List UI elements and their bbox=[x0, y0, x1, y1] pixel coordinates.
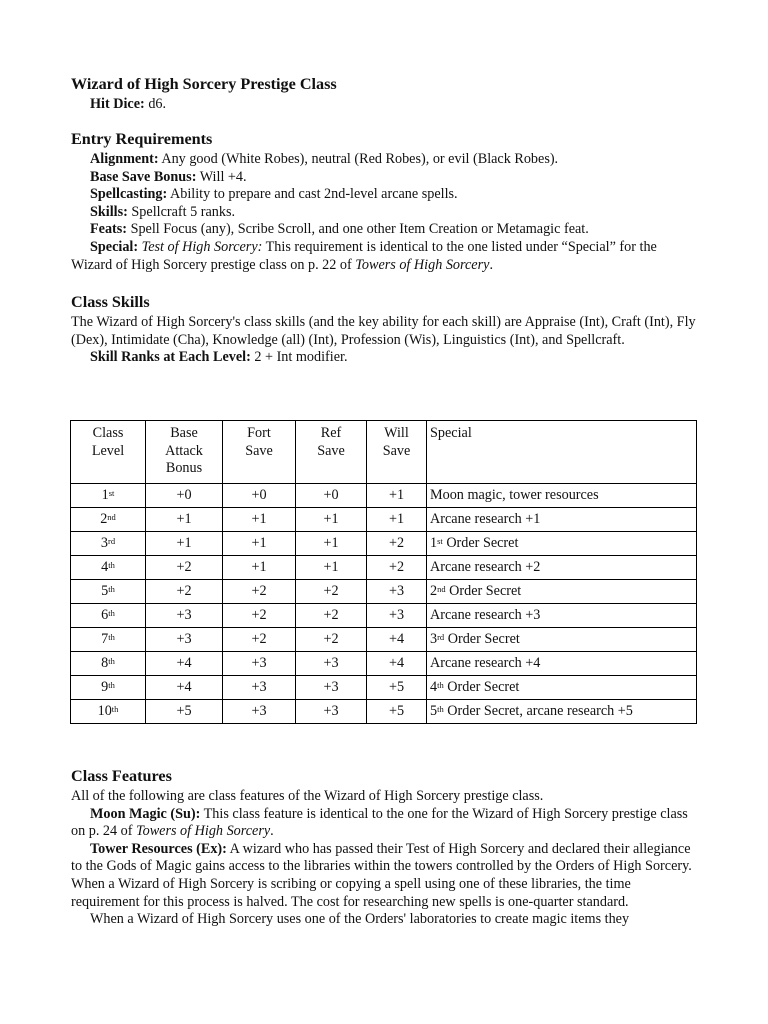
special-cell: 3rd Order Secret bbox=[427, 628, 697, 652]
special-cell: 1st Order Secret bbox=[427, 532, 697, 556]
header-ref-save: Ref Save bbox=[296, 421, 367, 484]
alignment-line bbox=[71, 151, 697, 169]
special-cell: Arcane research +2 bbox=[427, 556, 697, 580]
table-row bbox=[71, 700, 697, 724]
header-fort-save: Fort Save bbox=[223, 421, 296, 484]
bab-cell: +4 bbox=[146, 652, 223, 676]
feats-label: Feats: bbox=[90, 221, 128, 238]
special-label: Special: bbox=[90, 238, 139, 255]
level-cell: 10th bbox=[71, 700, 146, 724]
moon-magic-paragraph bbox=[71, 806, 697, 841]
moon-magic-label: Moon Magic (Su): bbox=[90, 805, 201, 822]
header-class-level: Class Level bbox=[71, 421, 146, 484]
special-cell: Arcane research +3 bbox=[427, 604, 697, 628]
fort-cell: +3 bbox=[223, 700, 296, 724]
hit-dice-line bbox=[71, 96, 697, 114]
fort-cell: +1 bbox=[223, 508, 296, 532]
fort-cell: +3 bbox=[223, 676, 296, 700]
ref-cell: +2 bbox=[296, 604, 367, 628]
tower-resources-paragraph bbox=[71, 841, 697, 911]
will-cell: +1 bbox=[367, 508, 427, 532]
skill-ranks-line bbox=[71, 349, 697, 367]
special-cell: Moon magic, tower resources bbox=[427, 484, 697, 508]
level-cell: 5th bbox=[71, 580, 146, 604]
special-cell: Arcane research +4 bbox=[427, 652, 697, 676]
ref-cell: +0 bbox=[296, 484, 367, 508]
bab-cell: +1 bbox=[146, 508, 223, 532]
class-skills-section bbox=[71, 293, 697, 367]
hit-dice-value: d6. bbox=[148, 96, 167, 112]
entry-requirements-heading: Entry Requirements bbox=[71, 130, 213, 148]
special-line bbox=[71, 239, 697, 274]
level-cell: 7th bbox=[71, 628, 146, 652]
class-skills-text: The Wizard of High Sorcery's class skills (and the key ability for each skill) are Appraise (Int), Craft (Int), Fly (Dex), Intimidate (Cha), Knowledge (all) (Int), Profession (Wis), Linguistics (Int), and Spellcraft. bbox=[71, 314, 696, 348]
table-row bbox=[71, 508, 697, 532]
moon-magic-end: . bbox=[270, 823, 274, 840]
skills-value: Spellcraft 5 ranks. bbox=[131, 203, 236, 220]
entry-requirements-section bbox=[71, 130, 697, 274]
moon-magic-book: Towers of High Sorcery bbox=[136, 823, 271, 840]
level-cell: 6th bbox=[71, 604, 146, 628]
table-row bbox=[71, 580, 697, 604]
base-save-value: Will +4. bbox=[199, 168, 247, 185]
bab-cell: +0 bbox=[146, 484, 223, 508]
table-row bbox=[71, 604, 697, 628]
alignment-value: Any good (White Robes), neutral (Red Robes), or evil (Black Robes). bbox=[161, 151, 559, 167]
will-cell: +2 bbox=[367, 556, 427, 580]
bab-cell: +2 bbox=[146, 580, 223, 604]
level-cell: 3rd bbox=[71, 532, 146, 556]
level-table bbox=[70, 420, 697, 724]
fort-cell: +0 bbox=[223, 484, 296, 508]
special-cell: 2nd Order Secret bbox=[427, 580, 697, 604]
skill-ranks-value: 2 + Int modifier. bbox=[254, 349, 348, 366]
special-end: . bbox=[489, 256, 493, 273]
ref-cell: +2 bbox=[296, 628, 367, 652]
spellcasting-label: Spellcasting: bbox=[90, 186, 168, 203]
fort-cell: +2 bbox=[223, 580, 296, 604]
tower-resources-label: Tower Resources (Ex): bbox=[90, 840, 227, 857]
will-cell: +4 bbox=[367, 628, 427, 652]
table-row bbox=[71, 628, 697, 652]
feats-line bbox=[71, 221, 697, 239]
ref-cell: +1 bbox=[296, 532, 367, 556]
skill-ranks-label: Skill Ranks at Each Level: bbox=[90, 349, 251, 366]
header-base-attack: Base Attack Bonus bbox=[146, 421, 223, 484]
fort-cell: +1 bbox=[223, 556, 296, 580]
table-row bbox=[71, 556, 697, 580]
bab-cell: +5 bbox=[146, 700, 223, 724]
ref-cell: +2 bbox=[296, 580, 367, 604]
ref-cell: +3 bbox=[296, 700, 367, 724]
will-cell: +4 bbox=[367, 652, 427, 676]
bab-cell: +2 bbox=[146, 556, 223, 580]
ref-cell: +1 bbox=[296, 556, 367, 580]
will-cell: +3 bbox=[367, 580, 427, 604]
fort-cell: +2 bbox=[223, 604, 296, 628]
table-row bbox=[71, 484, 697, 508]
ref-cell: +3 bbox=[296, 652, 367, 676]
skills-line bbox=[71, 204, 697, 222]
class-features-heading: Class Features bbox=[71, 767, 172, 785]
skills-label: Skills: bbox=[90, 203, 128, 220]
fort-cell: +1 bbox=[223, 532, 296, 556]
level-cell: 8th bbox=[71, 652, 146, 676]
feats-value: Spell Focus (any), Scribe Scroll, and one other Item Creation or Metamagic feat. bbox=[130, 221, 589, 238]
special-cell: Arcane research +1 bbox=[427, 508, 697, 532]
special-cell: 4th Order Secret bbox=[427, 676, 697, 700]
laboratory-paragraph: When a Wizard of High Sorcery uses one of the Orders' laboratories to create magic items they bbox=[90, 911, 630, 928]
moon-magic-text: This class feature is identical to the one for the Wizard of High Sorcery prestige class on p. 24 of bbox=[71, 805, 688, 840]
hit-dice-label: Hit Dice: bbox=[90, 96, 145, 112]
table-row bbox=[71, 652, 697, 676]
ref-cell: +3 bbox=[296, 676, 367, 700]
bab-cell: +4 bbox=[146, 676, 223, 700]
level-cell: 1st bbox=[71, 484, 146, 508]
will-cell: +5 bbox=[367, 676, 427, 700]
special-text: This requirement is identical to the one listed under “Special” for the Wizard of High Sorcery prestige class on p. 22 of bbox=[71, 238, 657, 273]
header-special: Special bbox=[427, 421, 697, 484]
level-cell: 9th bbox=[71, 676, 146, 700]
fort-cell: +2 bbox=[223, 628, 296, 652]
spellcasting-value: Ability to prepare and cast 2nd-level arcane spells. bbox=[170, 186, 458, 203]
alignment-label: Alignment: bbox=[90, 151, 159, 167]
special-cell: 5th Order Secret, arcane research +5 bbox=[427, 700, 697, 724]
spellcasting-line bbox=[71, 186, 697, 204]
will-cell: +1 bbox=[367, 484, 427, 508]
base-save-line bbox=[71, 169, 697, 187]
fort-cell: +3 bbox=[223, 652, 296, 676]
tower-resources-text: A wizard who has passed their Test of High Sorcery and declared their allegiance to the Gods of Magic gains access to the libraries within the towers controlled by the Orders of High Sorcery. When a Wizard of High Sorcery is scribing or copying a spell using one of these libraries, the time requirement for this process is halved. The cost for researching new spells is one-quarter standard. bbox=[71, 840, 692, 910]
class-skills-heading: Class Skills bbox=[71, 293, 150, 311]
will-cell: +2 bbox=[367, 532, 427, 556]
header-section bbox=[71, 75, 697, 114]
special-italic: Test of High Sorcery: bbox=[141, 238, 263, 255]
class-features-intro: All of the following are class features of the Wizard of High Sorcery prestige class. bbox=[71, 788, 544, 804]
page-title: Wizard of High Sorcery Prestige Class bbox=[71, 75, 337, 93]
ref-cell: +1 bbox=[296, 508, 367, 532]
table-row bbox=[71, 676, 697, 700]
level-cell: 4th bbox=[71, 556, 146, 580]
header-will-save: Will Save bbox=[367, 421, 427, 484]
bab-cell: +3 bbox=[146, 604, 223, 628]
table-header-row bbox=[71, 421, 697, 484]
bab-cell: +3 bbox=[146, 628, 223, 652]
class-features-section bbox=[71, 767, 697, 929]
bab-cell: +1 bbox=[146, 532, 223, 556]
table-row bbox=[71, 532, 697, 556]
level-cell: 2nd bbox=[71, 508, 146, 532]
will-cell: +3 bbox=[367, 604, 427, 628]
base-save-label: Base Save Bonus: bbox=[90, 168, 197, 185]
will-cell: +5 bbox=[367, 700, 427, 724]
special-book: Towers of High Sorcery bbox=[355, 256, 490, 273]
